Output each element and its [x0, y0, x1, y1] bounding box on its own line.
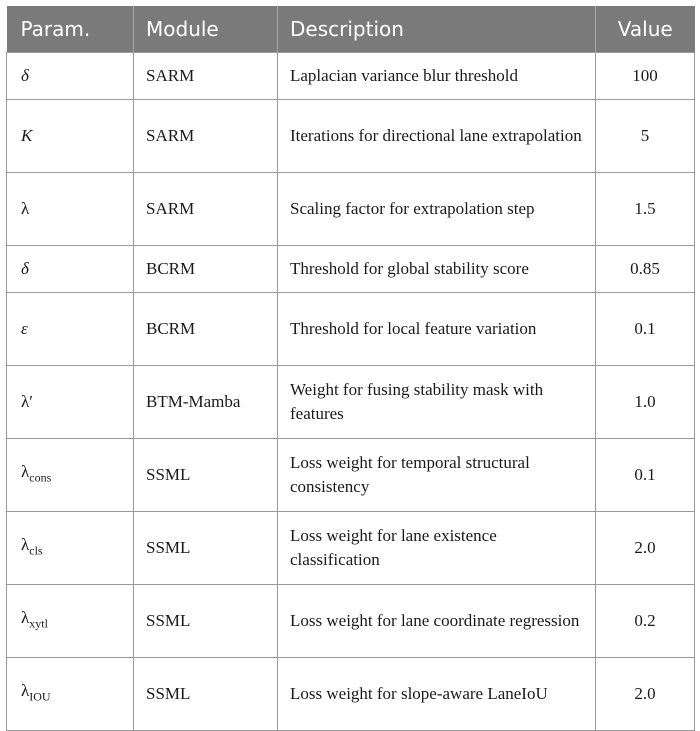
table-row	[7, 245, 695, 292]
param-cell	[7, 584, 134, 657]
module-cell: BCRM	[134, 245, 278, 292]
description-cell: Loss weight for lane existence classification	[278, 511, 596, 584]
table-row	[7, 511, 695, 584]
module-cell: SSML	[134, 438, 278, 511]
value-cell: 1.5	[596, 172, 695, 245]
table-row	[7, 438, 695, 511]
module-cell: SSML	[134, 511, 278, 584]
table-row	[7, 52, 695, 99]
param-symbol	[21, 126, 32, 145]
module-cell: SARM	[134, 52, 278, 99]
param-symbol	[21, 66, 29, 85]
header-value: Value	[596, 6, 695, 52]
param-symbol	[21, 199, 29, 218]
module-cell: SARM	[134, 172, 278, 245]
param-subscript: cons	[29, 470, 52, 485]
value-cell: 100	[596, 52, 695, 99]
description-cell: Scaling factor for extrapolation step	[278, 172, 596, 245]
description-cell: Threshold for local feature variation	[278, 292, 596, 365]
table-header-row	[7, 6, 695, 52]
param-symbol-text: λ	[21, 534, 30, 554]
param-symbol-text: λ	[21, 461, 30, 481]
param-symbol	[21, 680, 51, 704]
value-cell: 0.85	[596, 245, 695, 292]
param-symbol-text: λ	[21, 198, 30, 218]
param-symbol-text: λ	[21, 607, 30, 627]
header-module: Module	[134, 6, 278, 52]
table-row	[7, 365, 695, 438]
param-cell	[7, 292, 134, 365]
param-symbol-text: ε	[21, 318, 28, 338]
description-cell: Threshold for global stability score	[278, 245, 596, 292]
param-symbol	[21, 461, 52, 485]
value-cell: 0.1	[596, 292, 695, 365]
module-cell: SSML	[134, 584, 278, 657]
param-cell	[7, 52, 134, 99]
value-cell: 0.2	[596, 584, 695, 657]
param-cell	[7, 172, 134, 245]
description-cell: Iterations for directional lane extrapolation	[278, 99, 596, 172]
description-cell: Loss weight for temporal structural consistency	[278, 438, 596, 511]
header-description: Description	[278, 6, 596, 52]
parameter-table	[6, 6, 695, 731]
table-body	[7, 52, 695, 730]
description-cell: Laplacian variance blur threshold	[278, 52, 596, 99]
param-symbol-text: λ′	[21, 391, 33, 411]
value-cell: 5	[596, 99, 695, 172]
module-cell: SSML	[134, 657, 278, 730]
value-cell: 2.0	[596, 511, 695, 584]
param-symbol-text: δ	[21, 258, 29, 278]
param-symbol-text: λ	[21, 680, 30, 700]
param-cell	[7, 365, 134, 438]
table-row	[7, 584, 695, 657]
param-cell	[7, 99, 134, 172]
param-subscript: cls	[29, 543, 43, 558]
description-cell: Loss weight for lane coordinate regression	[278, 584, 596, 657]
value-cell: 2.0	[596, 657, 695, 730]
module-cell: BTM-Mamba	[134, 365, 278, 438]
param-cell	[7, 438, 134, 511]
description-cell: Loss weight for slope-aware LaneIoU	[278, 657, 596, 730]
header-param: Param.	[20, 16, 91, 41]
param-cell	[7, 657, 134, 730]
param-symbol	[21, 319, 28, 338]
table-row	[7, 99, 695, 172]
table-row	[7, 172, 695, 245]
param-cell	[7, 511, 134, 584]
table-row	[7, 292, 695, 365]
param-symbol	[21, 607, 48, 631]
table-row	[7, 657, 695, 730]
param-symbol	[21, 534, 43, 558]
value-cell: 0.1	[596, 438, 695, 511]
module-cell: BCRM	[134, 292, 278, 365]
param-cell	[7, 245, 134, 292]
param-subscript: xytl	[29, 616, 48, 631]
module-cell: SARM	[134, 99, 278, 172]
param-symbol-text: K	[21, 125, 33, 145]
value-cell: 1.0	[596, 365, 695, 438]
description-cell: Weight for fusing stability mask with features	[278, 365, 596, 438]
param-symbol	[21, 259, 29, 278]
param-subscript: IOU	[29, 689, 51, 704]
param-symbol-text: δ	[21, 65, 29, 85]
param-symbol	[21, 392, 33, 411]
